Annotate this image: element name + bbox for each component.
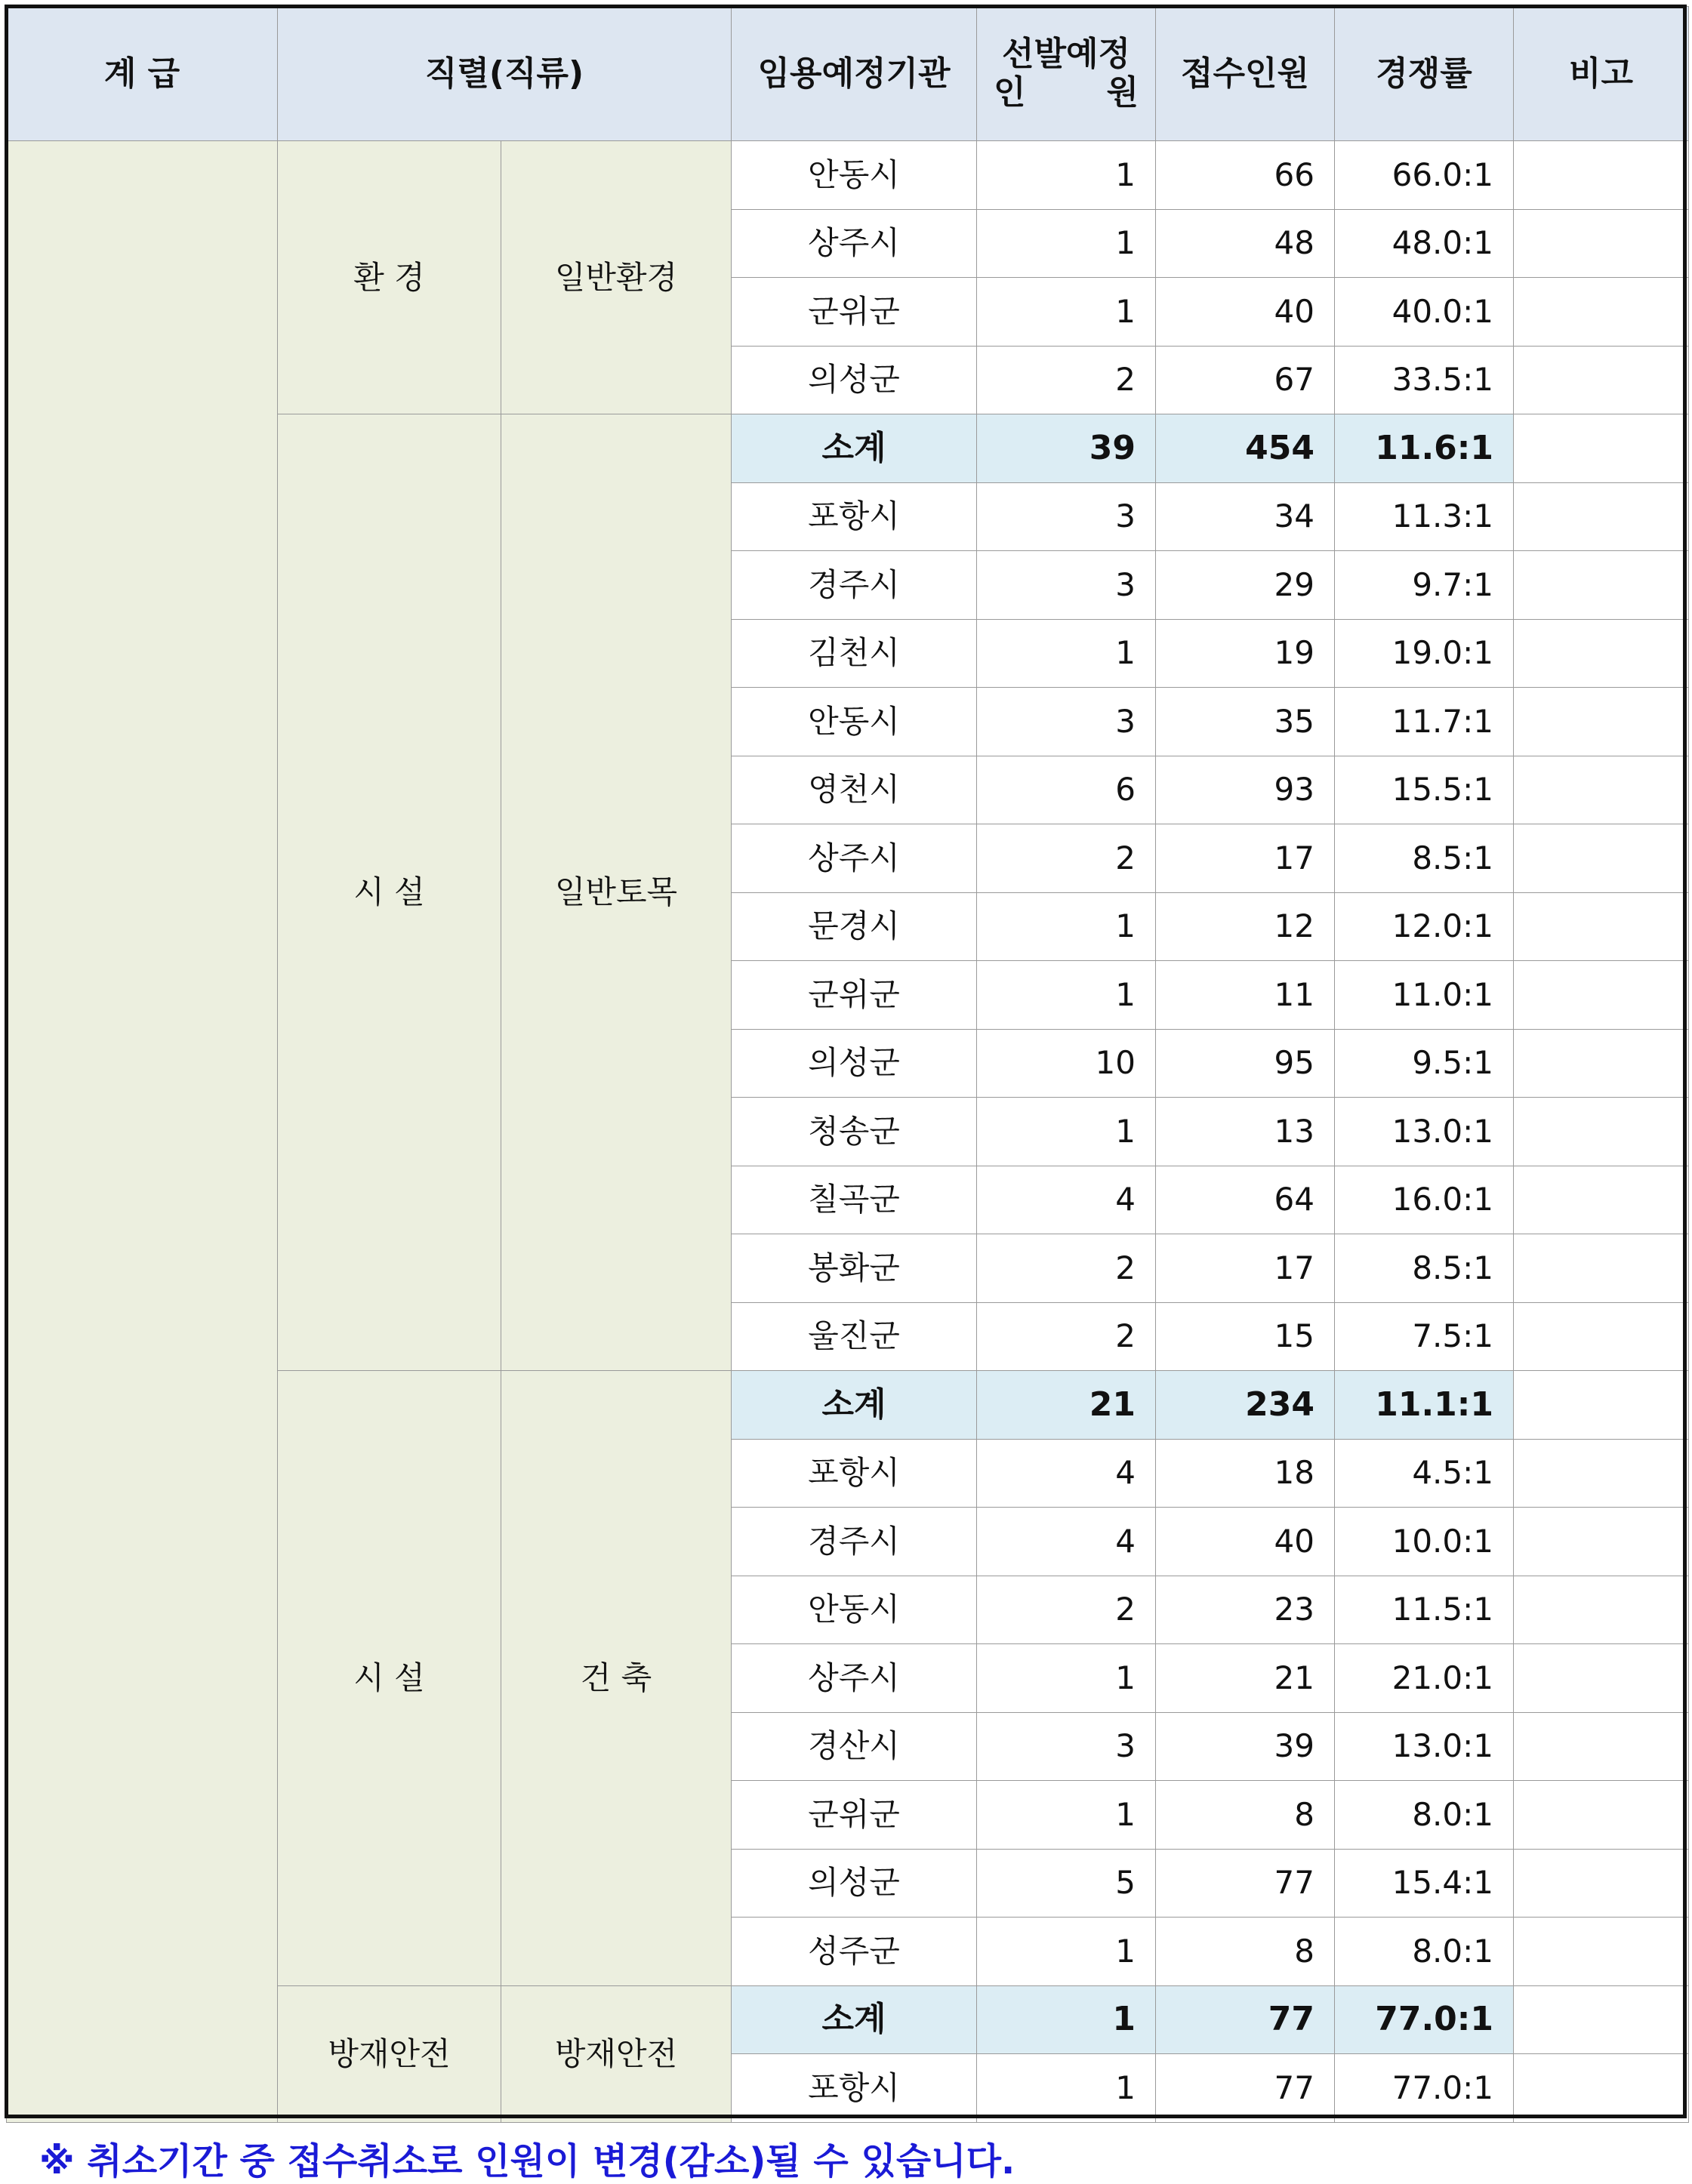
planned-cell: 6 xyxy=(977,756,1156,824)
planned-cell: 21 xyxy=(977,1371,1156,1440)
planned-cell: 4 xyxy=(977,1508,1156,1576)
header-planned-line2a: 인 xyxy=(994,72,1026,112)
ratio-cell: 21.0:1 xyxy=(1335,1644,1514,1713)
ratio-cell: 8.5:1 xyxy=(1335,824,1514,893)
applicants-cell: 8 xyxy=(1156,1918,1335,1986)
ratio-cell: 13.0:1 xyxy=(1335,1098,1514,1166)
agency-cell: 영천시 xyxy=(732,756,977,824)
planned-cell: 39 xyxy=(977,414,1156,483)
ratio-cell: 11.5:1 xyxy=(1335,1576,1514,1644)
agency-cell: 문경시 xyxy=(732,892,977,961)
remarks-cell xyxy=(1514,892,1689,961)
remarks-cell xyxy=(1514,1644,1689,1713)
remarks-cell xyxy=(1514,1985,1689,2054)
agency-cell: 포항시 xyxy=(732,482,977,551)
ratio-cell: 7.5:1 xyxy=(1335,1302,1514,1371)
agency-cell: 안동시 xyxy=(732,688,977,756)
header-ratio: 경쟁률 xyxy=(1335,7,1514,141)
planned-cell: 2 xyxy=(977,1234,1156,1303)
agency-cell: 의성군 xyxy=(732,1029,977,1098)
ratio-cell: 13.0:1 xyxy=(1335,1712,1514,1781)
agency-cell: 의성군 xyxy=(732,1849,977,1918)
applicants-cell: 23 xyxy=(1156,1576,1335,1644)
agency-cell: 안동시 xyxy=(732,1576,977,1644)
agency-cell: 군위군 xyxy=(732,278,977,347)
planned-cell: 1 xyxy=(977,961,1156,1030)
remarks-cell xyxy=(1514,1439,1689,1508)
agency-cell: 울진군 xyxy=(732,1302,977,1371)
applicants-cell: 67 xyxy=(1156,346,1335,414)
agency-cell: 안동시 xyxy=(732,141,977,210)
header-agency: 임용예정기관 xyxy=(732,7,977,141)
footnote: ※ 취소기간 중 접수취소로 인원이 변경(감소)될 수 있습니다. xyxy=(39,2140,1016,2182)
agency-cell: 군위군 xyxy=(732,961,977,1030)
planned-cell: 1 xyxy=(977,1985,1156,2054)
applicants-cell: 39 xyxy=(1156,1712,1335,1781)
agency-cell: 김천시 xyxy=(732,619,977,688)
ratio-cell: 8.0:1 xyxy=(1335,1781,1514,1850)
applicants-cell: 18 xyxy=(1156,1439,1335,1508)
remarks-cell xyxy=(1514,1508,1689,1576)
planned-cell: 2 xyxy=(977,1576,1156,1644)
ratio-cell: 33.5:1 xyxy=(1335,346,1514,414)
applicants-cell: 234 xyxy=(1156,1371,1335,1440)
applicants-cell: 40 xyxy=(1156,1508,1335,1576)
ratio-cell: 4.5:1 xyxy=(1335,1439,1514,1508)
applicants-cell: 11 xyxy=(1156,961,1335,1030)
ratio-cell: 66.0:1 xyxy=(1335,141,1514,210)
header-job-series: 직렬(직류) xyxy=(278,7,732,141)
remarks-cell xyxy=(1514,824,1689,893)
agency-cell: 경산시 xyxy=(732,1712,977,1781)
ratio-cell: 77.0:1 xyxy=(1335,1985,1514,2054)
ratio-cell: 48.0:1 xyxy=(1335,209,1514,278)
agency-cell: 소계 xyxy=(732,414,977,483)
ratio-cell: 11.3:1 xyxy=(1335,482,1514,551)
agency-cell: 봉화군 xyxy=(732,1234,977,1303)
remarks-cell xyxy=(1514,1234,1689,1303)
applicants-cell: 15 xyxy=(1156,1302,1335,1371)
remarks-cell xyxy=(1514,1781,1689,1850)
planned-cell: 2 xyxy=(977,1302,1156,1371)
planned-cell: 1 xyxy=(977,2054,1156,2123)
header-remarks: 비고 xyxy=(1514,7,1689,141)
remarks-cell xyxy=(1514,414,1689,483)
agency-cell: 상주시 xyxy=(732,1644,977,1713)
applicants-cell: 93 xyxy=(1156,756,1335,824)
header-grade: 계 급 xyxy=(7,7,278,141)
agency-cell: 포항시 xyxy=(732,2054,977,2123)
series-cell-environment: 환 경 xyxy=(278,141,501,414)
class-cell-general-civil: 일반토목 xyxy=(501,414,732,1371)
series-cell-disaster: 방재안전 xyxy=(278,1985,501,2122)
planned-cell: 1 xyxy=(977,619,1156,688)
planned-cell: 10 xyxy=(977,1029,1156,1098)
remarks-cell xyxy=(1514,1918,1689,1986)
applicants-cell: 95 xyxy=(1156,1029,1335,1098)
agency-cell: 경주시 xyxy=(732,551,977,620)
remarks-cell xyxy=(1514,1029,1689,1098)
grade-cell xyxy=(7,141,278,2123)
remarks-cell xyxy=(1514,1849,1689,1918)
planned-cell: 1 xyxy=(977,1098,1156,1166)
remarks-cell xyxy=(1514,961,1689,1030)
planned-cell: 2 xyxy=(977,346,1156,414)
ratio-cell: 8.5:1 xyxy=(1335,1234,1514,1303)
applicants-cell: 77 xyxy=(1156,2054,1335,2123)
ratio-cell: 15.5:1 xyxy=(1335,756,1514,824)
applicants-cell: 19 xyxy=(1156,619,1335,688)
class-cell-architecture: 건 축 xyxy=(501,1371,732,1986)
applicants-cell: 64 xyxy=(1156,1166,1335,1234)
agency-cell: 포항시 xyxy=(732,1439,977,1508)
header-planned-line2 xyxy=(977,74,1155,112)
class-cell-disaster: 방재안전 xyxy=(501,1985,732,2122)
planned-cell: 1 xyxy=(977,141,1156,210)
agency-cell: 소계 xyxy=(732,1371,977,1440)
agency-cell: 군위군 xyxy=(732,1781,977,1850)
ratio-cell: 11.1:1 xyxy=(1335,1371,1514,1440)
ratio-cell: 77.0:1 xyxy=(1335,2054,1514,2123)
applicants-cell: 13 xyxy=(1156,1098,1335,1166)
planned-cell: 3 xyxy=(977,1712,1156,1781)
applicants-cell: 40 xyxy=(1156,278,1335,347)
planned-cell: 4 xyxy=(977,1439,1156,1508)
ratio-cell: 11.6:1 xyxy=(1335,414,1514,483)
applicants-cell: 17 xyxy=(1156,824,1335,893)
planned-cell: 3 xyxy=(977,551,1156,620)
remarks-cell xyxy=(1514,688,1689,756)
remarks-cell xyxy=(1514,278,1689,347)
remarks-cell xyxy=(1514,1166,1689,1234)
planned-cell: 1 xyxy=(977,278,1156,347)
ratio-cell: 40.0:1 xyxy=(1335,278,1514,347)
remarks-cell xyxy=(1514,1371,1689,1440)
remarks-cell xyxy=(1514,209,1689,278)
remarks-cell xyxy=(1514,141,1689,210)
applicants-cell: 8 xyxy=(1156,1781,1335,1850)
remarks-cell xyxy=(1514,551,1689,620)
planned-cell: 1 xyxy=(977,892,1156,961)
agency-cell: 의성군 xyxy=(732,346,977,414)
remarks-cell xyxy=(1514,619,1689,688)
planned-cell: 3 xyxy=(977,688,1156,756)
ratio-cell: 9.7:1 xyxy=(1335,551,1514,620)
planned-cell: 4 xyxy=(977,1166,1156,1234)
class-cell-general-environment: 일반환경 xyxy=(501,141,732,414)
ratio-cell: 19.0:1 xyxy=(1335,619,1514,688)
agency-cell: 칠곡군 xyxy=(732,1166,977,1234)
applicants-cell: 454 xyxy=(1156,414,1335,483)
applicants-cell: 35 xyxy=(1156,688,1335,756)
ratio-cell: 8.0:1 xyxy=(1335,1918,1514,1986)
agency-cell: 상주시 xyxy=(732,209,977,278)
applicants-cell: 21 xyxy=(1156,1644,1335,1713)
table-row xyxy=(7,141,1689,210)
header-planned xyxy=(977,7,1156,141)
applicants-cell: 66 xyxy=(1156,141,1335,210)
planned-cell: 1 xyxy=(977,1918,1156,1986)
agency-cell: 상주시 xyxy=(732,824,977,893)
remarks-cell xyxy=(1514,482,1689,551)
table-body xyxy=(7,141,1689,2123)
header-row xyxy=(7,7,1689,141)
applicants-cell: 77 xyxy=(1156,1985,1335,2054)
recruitment-table xyxy=(6,6,1689,2123)
remarks-cell xyxy=(1514,2054,1689,2123)
ratio-cell: 15.4:1 xyxy=(1335,1849,1514,1918)
applicants-cell: 34 xyxy=(1156,482,1335,551)
applicants-cell: 29 xyxy=(1156,551,1335,620)
remarks-cell xyxy=(1514,1302,1689,1371)
applicants-cell: 12 xyxy=(1156,892,1335,961)
remarks-cell xyxy=(1514,1712,1689,1781)
agency-cell: 소계 xyxy=(732,1985,977,2054)
ratio-cell: 10.0:1 xyxy=(1335,1508,1514,1576)
ratio-cell: 12.0:1 xyxy=(1335,892,1514,961)
planned-cell: 3 xyxy=(977,482,1156,551)
header-applicants: 접수인원 xyxy=(1156,7,1335,141)
remarks-cell xyxy=(1514,756,1689,824)
series-cell-facility-arch: 시 설 xyxy=(278,1371,501,1986)
agency-cell: 경주시 xyxy=(732,1508,977,1576)
planned-cell: 1 xyxy=(977,1644,1156,1713)
planned-cell: 1 xyxy=(977,1781,1156,1850)
series-cell-facility-civil: 시 설 xyxy=(278,414,501,1371)
remarks-cell xyxy=(1514,1098,1689,1166)
ratio-cell: 16.0:1 xyxy=(1335,1166,1514,1234)
agency-cell: 청송군 xyxy=(732,1098,977,1166)
applicants-cell: 17 xyxy=(1156,1234,1335,1303)
ratio-cell: 11.0:1 xyxy=(1335,961,1514,1030)
ratio-cell: 11.7:1 xyxy=(1335,688,1514,756)
applicants-cell: 48 xyxy=(1156,209,1335,278)
remarks-cell xyxy=(1514,1576,1689,1644)
applicants-cell: 77 xyxy=(1156,1849,1335,1918)
header-planned-line2b: 원 xyxy=(1106,72,1139,112)
planned-cell: 2 xyxy=(977,824,1156,893)
planned-cell: 5 xyxy=(977,1849,1156,1918)
planned-cell: 1 xyxy=(977,209,1156,278)
header-planned-line1: 선발예정 xyxy=(1001,34,1130,73)
agency-cell: 성주군 xyxy=(732,1918,977,1986)
remarks-cell xyxy=(1514,346,1689,414)
ratio-cell: 9.5:1 xyxy=(1335,1029,1514,1098)
